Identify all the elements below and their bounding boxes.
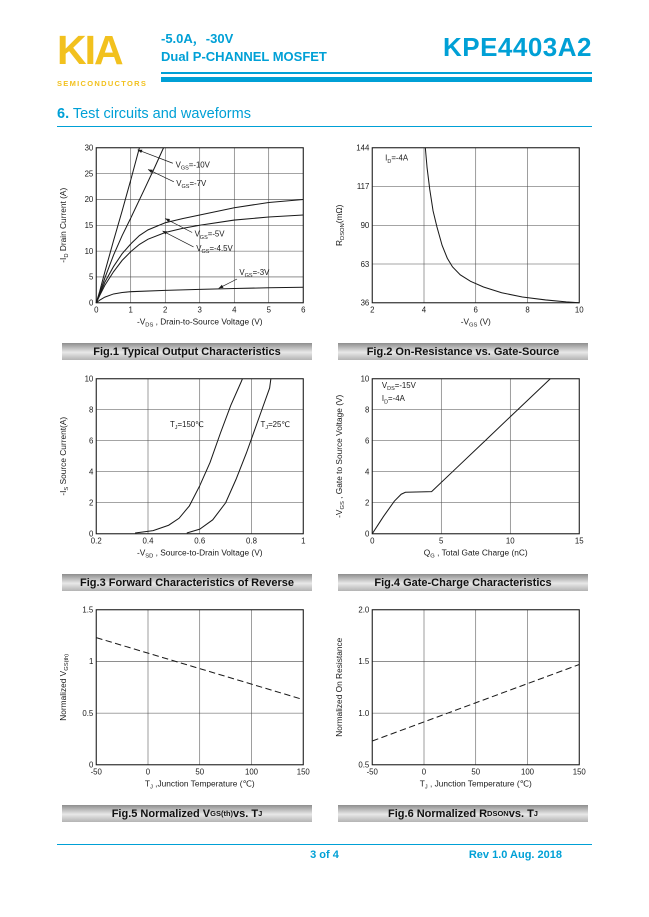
svg-text:VGS=-10V: $V_{GS}=-10V$ — [175, 160, 210, 172]
svg-text:2: 2 — [364, 498, 370, 508]
svg-text:10: 10 — [84, 374, 94, 384]
figure-4 — [333, 370, 593, 591]
svg-text:0: 0 — [145, 767, 151, 777]
footer — [57, 844, 592, 865]
svg-text:0.5: 0.5 — [82, 708, 94, 718]
svg-text:1: 1 — [301, 536, 306, 546]
svg-text:8: 8 — [364, 405, 370, 415]
fig3-caption: Fig.3 Forward Characteristics of Reverse — [62, 574, 312, 591]
svg-text:8: 8 — [88, 405, 94, 415]
header-rule-thick — [161, 77, 592, 82]
svg-text:0: 0 — [370, 536, 375, 546]
svg-text:TJ=25℃: $T_J=25℃$ — [260, 419, 291, 431]
svg-text:6: 6 — [88, 436, 94, 446]
svg-text:-50: -50 — [90, 767, 102, 777]
svg-text:117: 117 — [356, 182, 370, 192]
svg-text:0: 0 — [364, 529, 370, 539]
svg-text:VGS=-4.5V: $V_{GS}=-4.5V$ — [196, 244, 233, 256]
figure-3 — [57, 370, 317, 591]
svg-text:0.6: 0.6 — [194, 536, 206, 546]
svg-text:0.4: 0.4 — [142, 536, 154, 546]
header — [57, 27, 592, 88]
svg-text:1: 1 — [88, 657, 94, 667]
charts-grid — [57, 139, 592, 822]
device-summary — [161, 30, 327, 65]
fig2-on-resistance-chart — [333, 139, 593, 339]
fig4-caption: Fig.4 Gate-Charge Characteristics — [338, 574, 588, 591]
svg-text:-VGS , Gate to Source Voltage: $-V_{GS}$ , Gate to Source Voltage (V) — [333, 394, 346, 518]
svg-text:6: 6 — [364, 436, 370, 446]
svg-text:36: 36 — [360, 298, 370, 308]
fig5-normalized-vgsth-chart — [57, 601, 317, 801]
section-number: 6. — [57, 106, 70, 122]
svg-text:-IS Source Current(A): $-I_S$ Source Current(A) — [57, 416, 70, 496]
svg-text:5: 5 — [88, 272, 94, 282]
svg-text:VDS=-15V: $V_{DS}=-15V$ — [381, 381, 416, 393]
svg-text:TJ=150℃: $T_J=150℃$ — [169, 419, 204, 431]
svg-text:100: 100 — [520, 767, 535, 777]
svg-text:2.0: 2.0 — [358, 605, 370, 615]
svg-text:1.0: 1.0 — [358, 708, 370, 718]
device-rating: -5.0A，-30V — [161, 31, 234, 46]
figure-1 — [57, 139, 317, 360]
svg-text:1: 1 — [128, 305, 133, 315]
fig1-output-characteristics-chart — [57, 139, 317, 339]
svg-text:50: 50 — [195, 767, 205, 777]
svg-text:5: 5 — [266, 305, 271, 315]
svg-text:25: 25 — [84, 169, 94, 179]
svg-text:RDSON(mΩ): $R_{DSON}(m\Omega)$ — [333, 204, 346, 246]
svg-text:1.5: 1.5 — [358, 657, 370, 667]
kia-logo: KIA — [57, 27, 122, 73]
svg-text:4: 4 — [232, 305, 237, 315]
page-indicator: 3 of 4 — [310, 849, 339, 861]
svg-text:0.8: 0.8 — [246, 536, 257, 546]
svg-text:-ID Drain Current (A): $-I_D$ Drain Current (A) — [57, 187, 70, 263]
svg-text:0.2: 0.2 — [90, 536, 102, 546]
fig1-caption: Fig.1 Typical Output Characteristics — [62, 343, 312, 360]
svg-text:5: 5 — [439, 536, 444, 546]
svg-text:2: 2 — [370, 305, 375, 315]
device-type: Dual P-CHANNEL MOSFET — [161, 48, 327, 64]
svg-text:30: 30 — [84, 143, 94, 153]
figure-5 — [57, 601, 317, 822]
svg-text:10: 10 — [574, 305, 584, 315]
svg-text:-VGS (V): $-V_{GS}$ (V) — [460, 316, 491, 329]
svg-text:Normalized VGS(th): Normalized $V_{GS(th)}$ — [57, 653, 70, 721]
svg-text:10: 10 — [505, 536, 515, 546]
svg-text:0.5: 0.5 — [358, 760, 370, 770]
svg-text:0: 0 — [88, 760, 94, 770]
svg-text:0: 0 — [421, 767, 427, 777]
svg-text:50: 50 — [471, 767, 481, 777]
svg-text:TJ , Junction Temperature (℃): $T_J$ , Junction Temperature (℃) — [419, 778, 532, 791]
section-text: Test circuits and waveforms — [69, 106, 251, 122]
svg-text:0: 0 — [88, 298, 94, 308]
svg-text:2: 2 — [163, 305, 168, 315]
header-rule-thin — [161, 72, 592, 74]
svg-text:144: 144 — [356, 143, 370, 153]
svg-text:ID=-4A: $I_D=-4A$ — [381, 394, 405, 406]
figure-2 — [333, 139, 593, 360]
svg-text:ID=-4A: $I_D=-4A$ — [385, 153, 409, 165]
svg-text:-50: -50 — [366, 767, 378, 777]
svg-text:6: 6 — [301, 305, 306, 315]
svg-text:1.5: 1.5 — [82, 605, 94, 615]
svg-text:-VDS , Drain-to-Source Voltage: $-V_{DS}$ , Drain-to-Source Voltage (V) — [136, 316, 263, 329]
svg-text:4: 4 — [88, 467, 94, 477]
svg-text:8: 8 — [525, 305, 530, 315]
svg-text:10: 10 — [360, 374, 370, 384]
svg-text:VGS=-5V: $V_{GS}=-5V$ — [194, 229, 225, 241]
svg-text:150: 150 — [296, 767, 310, 777]
svg-text:4: 4 — [421, 305, 427, 315]
header-right — [161, 30, 592, 82]
svg-text:VGS=-7V: $V_{GS}=-7V$ — [176, 178, 207, 191]
svg-text:20: 20 — [84, 195, 94, 205]
fig3-forward-characteristics-chart — [57, 370, 317, 570]
svg-text:0: 0 — [94, 305, 99, 315]
svg-text:6: 6 — [473, 305, 478, 315]
section-title — [57, 106, 592, 127]
revision-label: Rev 1.0 Aug. 2018 — [468, 849, 562, 861]
fig5-caption: Fig.5 Normalized V GS(th) vs. T J — [62, 805, 312, 822]
svg-text:QG , Total Gate Charge (nC): $Q_G$ , Total Gate Charge (nC) — [423, 547, 528, 560]
brand-block — [57, 27, 149, 88]
svg-text:TJ ,Junction Temperature (℃): $T_J$ ,Junction Temperature (℃) — [144, 778, 255, 791]
svg-text:15: 15 — [84, 221, 94, 231]
svg-text:-VSD , Source-to-Drain Voltage: $-V_{SD}$ , Source-to-Drain Voltage (V) — [136, 547, 263, 560]
fig2-caption: Fig.2 On-Resistance vs. Gate-Source — [338, 343, 588, 360]
svg-text:90: 90 — [360, 221, 370, 231]
svg-text:0: 0 — [88, 529, 94, 539]
svg-text:4: 4 — [364, 467, 370, 477]
brand-subtitle: SEMICONDUCTORS — [57, 79, 148, 88]
fig4-gate-charge-chart — [333, 370, 593, 570]
svg-text:3: 3 — [197, 305, 202, 315]
part-number: KPE4403A2 — [442, 32, 592, 62]
svg-text:Normalized On Resistance: Normalized On Resistance — [333, 637, 344, 737]
svg-text:150: 150 — [572, 767, 586, 777]
figure-6 — [333, 601, 593, 822]
svg-text:63: 63 — [360, 259, 370, 269]
svg-text:VGS=-3V: $V_{GS}=-3V$ — [239, 267, 270, 280]
fig6-caption: Fig.6 Normalized R DSON vs. T J — [338, 805, 588, 822]
svg-text:15: 15 — [574, 536, 584, 546]
fig6-normalized-rdson-chart — [333, 601, 593, 801]
svg-text:10: 10 — [84, 246, 94, 256]
svg-text:2: 2 — [88, 498, 94, 508]
svg-text:100: 100 — [244, 767, 259, 777]
